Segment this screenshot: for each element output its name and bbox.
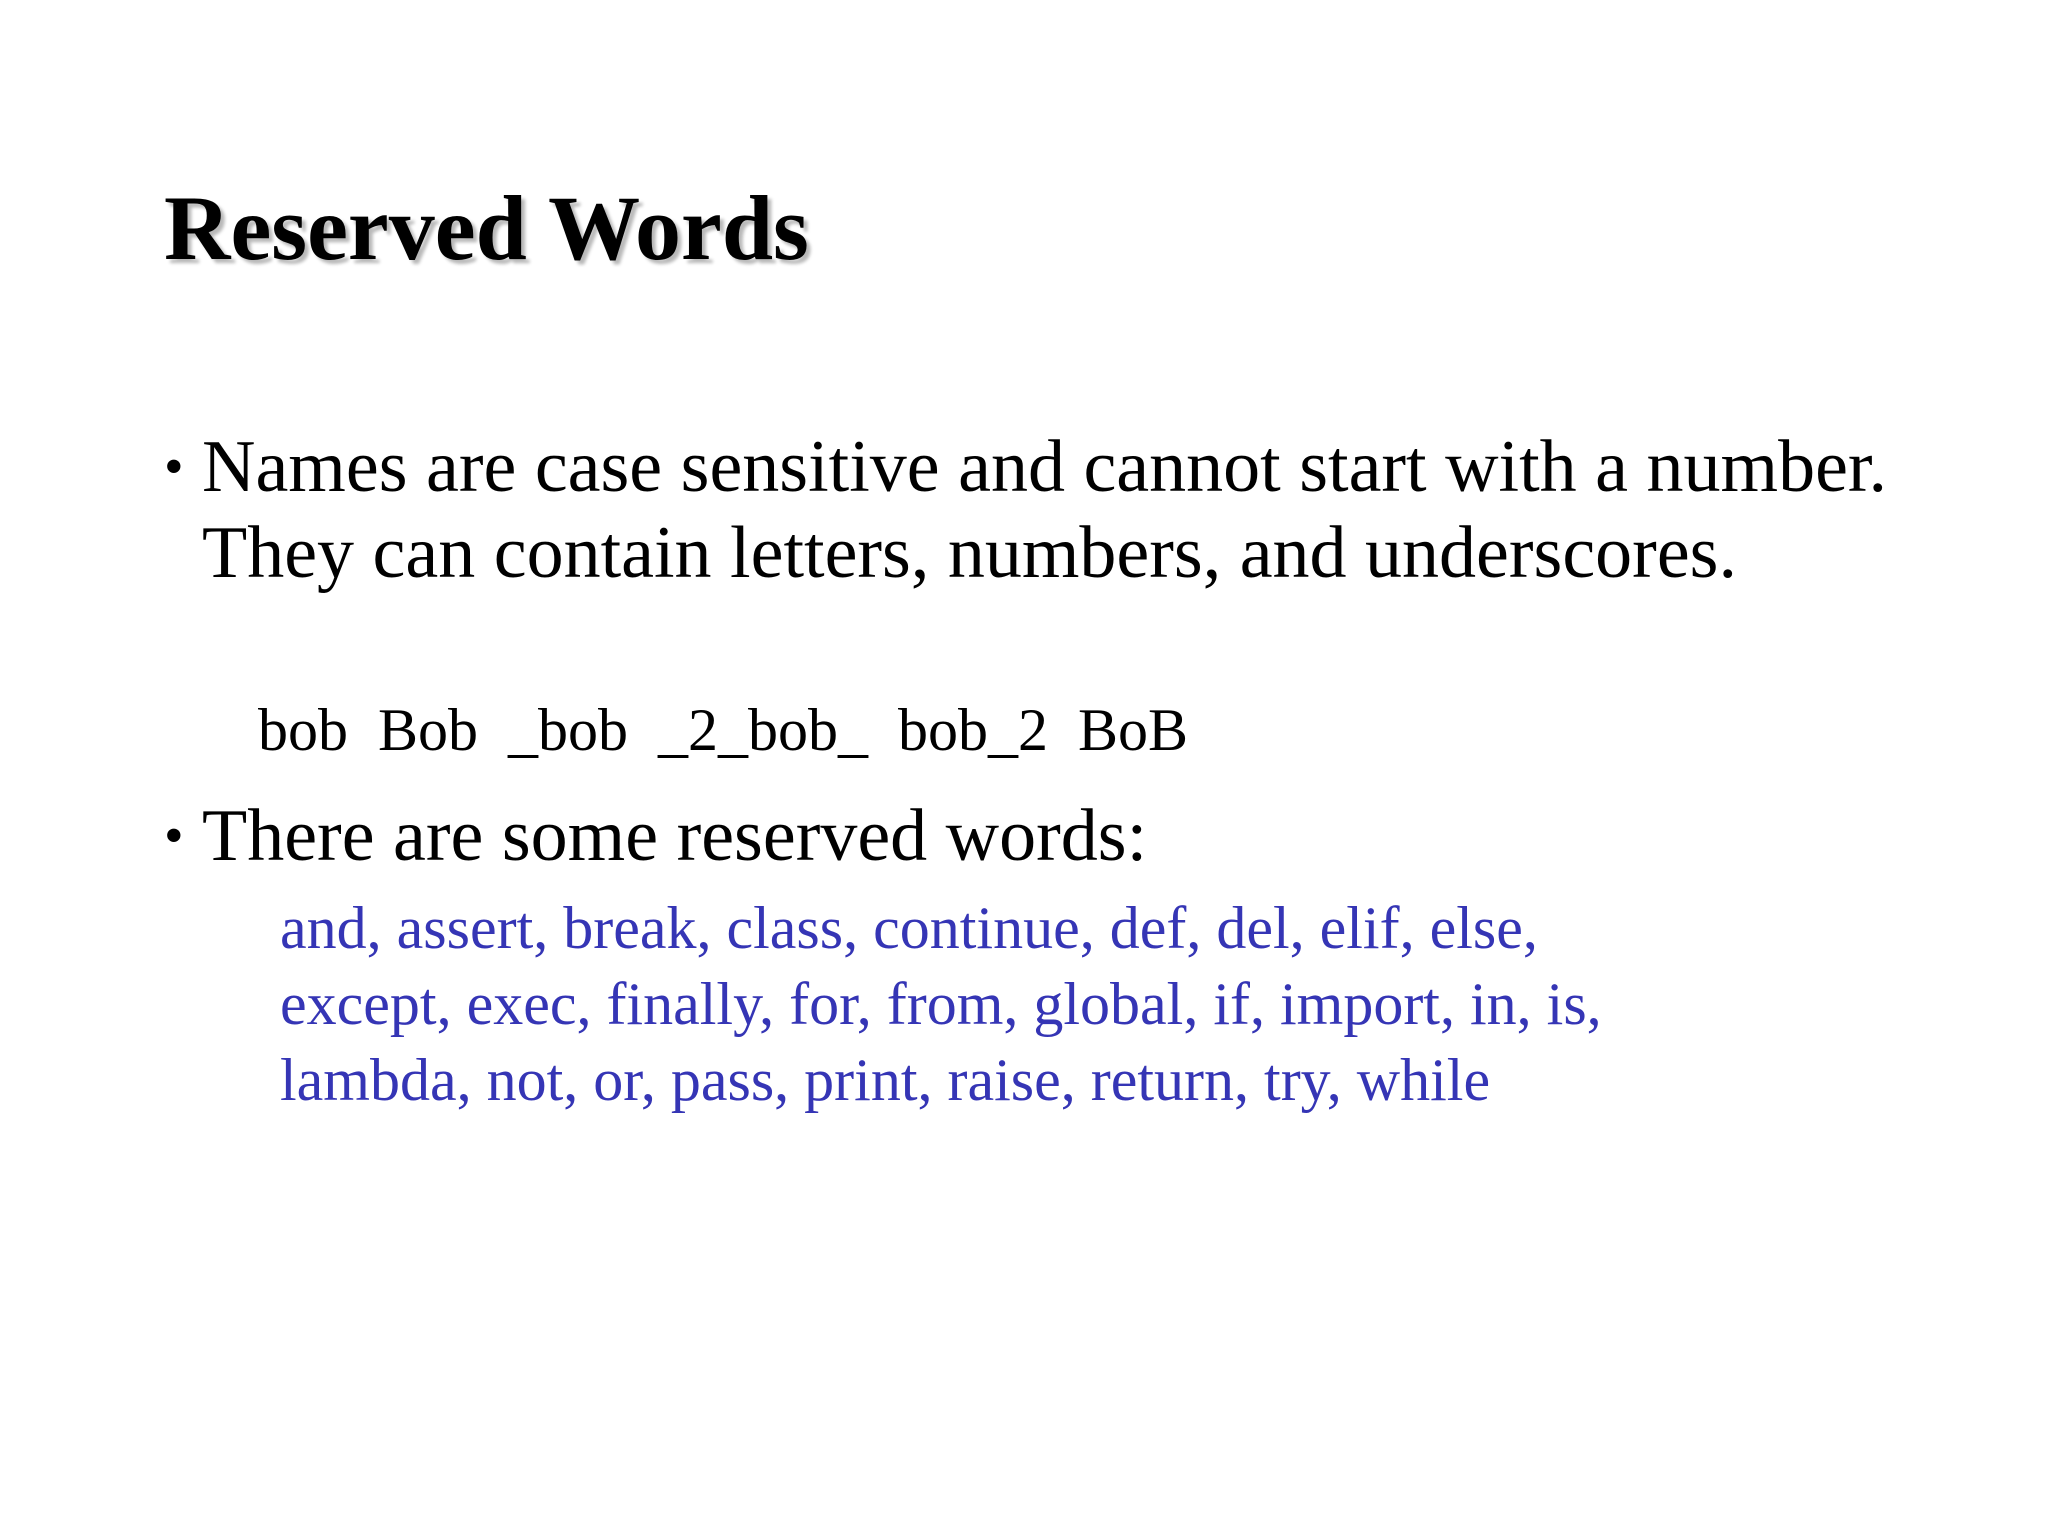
reserved-words-list bbox=[280, 890, 1602, 1118]
bullet-text: Names are case sensitive and cannot start with a number. They can contain letters, numbers, and underscores. bbox=[202, 426, 1887, 594]
reserved-words-line: except, exec, finally, for, from, global, if, import, in, is, bbox=[280, 971, 1602, 1037]
reserved-words-line: lambda, not, or, pass, print, raise, return, try, while bbox=[280, 1047, 1491, 1113]
bullet-reserved-words bbox=[164, 793, 1922, 879]
bullet-marker: • bbox=[164, 805, 184, 867]
slide-title: Reserved Words bbox=[164, 177, 809, 279]
bullet-text: There are some reserved words: bbox=[202, 795, 1148, 877]
name-examples: bob Bob _bob _2_bob_ bob_2 BoB bbox=[258, 697, 1189, 763]
reserved-words-line: and, assert, break, class, continue, def, del, elif, else, bbox=[280, 895, 1538, 961]
bullet-marker: • bbox=[164, 436, 184, 498]
bullet-names-rule bbox=[164, 424, 1922, 596]
